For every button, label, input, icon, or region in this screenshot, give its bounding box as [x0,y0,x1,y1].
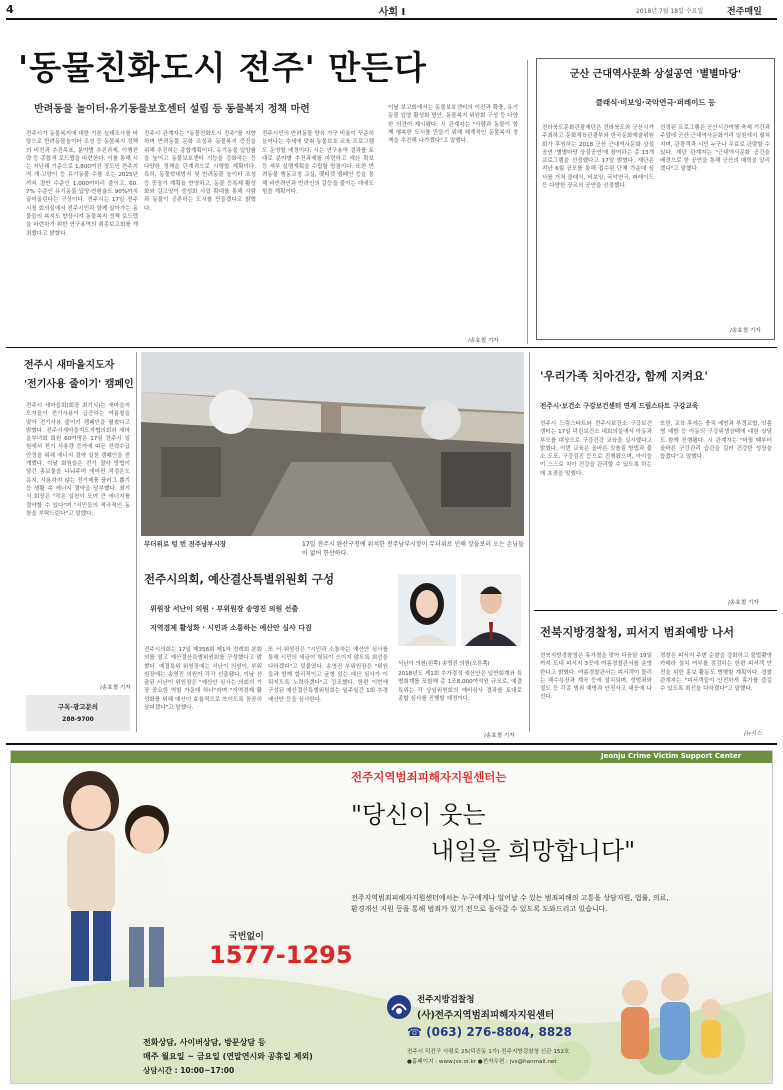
dental-subhead: 전주시·보건소 구강보건센터 연계 드림스타트 구강교육 [540,402,699,410]
left-headline-1: 전주시 새마을지도자 [24,360,115,371]
family-illustration [597,961,747,1071]
side-top-byline: /송효철 기자 [730,328,761,334]
council-subhead-2: 지역경제 활성화 · 시민과 소통하는 예산안 심사 다짐 [150,624,312,632]
side-top-headline: 군산 근대역사문화 상설공연 '별별마당' [569,69,742,80]
ad-hours: 매주 월요일 ~ 금요일 (연말연시와 공휴일 제외) [143,1052,313,1061]
photo-caption-long: 17일 전주시 완산구청에 위치한 전주남부시장이 무더위로 인해 장을보러 오는 손님들이 없어 한산하다. [302,541,524,557]
side-top-body-col2: 선정된 프로그램은 군산시간여행 축제 기간과 주말에 군산 근대역사문화거리 일원에서 펼쳐지며, 관광객과 시민 누구나 무료로 관람할 수 있다. 재단 관계자는 "근대역사문화 공간을 배경으로 한 공연을 통해 군산의 매력을 알리겠다"고 말했다. [660,125,770,173]
market-photo [141,352,524,536]
lead-separator [527,60,528,344]
ad-children-photo [29,761,199,1021]
lead-headline: '동물친화도시 전주' 만든다 [18,48,427,87]
paper-name: 전주매일 [727,7,762,17]
subscription-phone: 288-9700 [62,716,94,723]
police-headline: 전북지방경찰청, 피서지 범죄예방 나서 [540,625,735,639]
ad-center-name: 전주지역범죄피해자지원센터는 [351,770,507,784]
ad-phone[interactable]: ☎ (063) 276-8804, 8828 [407,1025,572,1039]
ad-web[interactable]: ●홈페이지 : www.jvs.or.kr ●전자우편 : jvs@hanmail.net [407,1059,557,1065]
council-subhead-1: 위원장 서난이 의원 · 부위원장 송영진 의원 선출 [150,605,299,613]
ad-logo-icon [387,995,411,1019]
lead-body-col1: 전주시가 동물복지에 대한 기본 실태조사를 바탕으로 반려동물놀이터 조성 등 동물복지 정책의 비전과 추진목표, 분야별 추진과제, 이행전략 등 종합적 로드맵을 마련한다. 이를 통해 시는 지난해 기준으로 1,800여건 정도인 전주지역 개·고양이 등 유기동물 수를 오는 2025년까지 절반 수준인 1,000여마리 줄이고, 60.7% 수준인 유기동물 입양·반환율도 90%까지 끌어올린다는 구상이다. 전주시는 17일 전주시청 회의실에서 전주시민과 함께 살아가는 동물들의 복지도 향상시켜 동물복지 정책 로드맵을 마련하기 위한 연구용역의 최종보고회를 개최했다고 밝혔다. [26,131,138,237]
ad-slogan-line2: 내일을 희망합니다" [431,837,636,865]
council-portrait-right [461,574,521,646]
council-byline: /송효철 기자 [484,733,515,739]
dental-headline: '우리가족 치아건강, 함께 지켜요' [540,369,708,383]
ad-english-title: Jeonju Crime Victim Support Center [601,752,742,760]
ad-free-call-label: 국번없이 [229,932,264,942]
police-body-col1: 전북지방경찰청은 휴가철을 맞아 다음달 19일까지 도내 피서지 3곳에 여름경찰관서를 운영한다고 밝혔다. 여름경찰관서는 피서객이 몰리는 해수욕장과 계곡 등에 설치되며, 성범죄와 절도 등 각종 범죄 예방과 안전사고 대응에 나선다. [540,653,652,701]
lead-body-col4: 이날 보고회에서는 동물보호센터의 이전과 확충, 유기동물 입양 활성화 방안, 동물복지 위원회 구성 등 다양한 의견이 제시됐다. 시 관계자는 "사람과 동물이 함께 행복한 도시를 만들기 위해 체계적인 동물복지 정책을 추진해 나가겠다"고 말했다. [388,105,518,145]
issue-date: 2018년 7월 18일 수요일 [636,8,704,15]
woman-portrait-illustration [398,574,456,646]
lead-body-col2: 전주시 관계자는 "동물친화도시 전주"를 지향하며 반려동물 문화 조성과 동물복지 증진을 위해 추진하는 종합계획이다. 유기동물 입양률을 높이고 동물보호센터 기능을 강화하는 등 다양한 정책을 단계적으로 시행할 계획이다. 특히, 동물학대방지 및 반려동물 놀이터 조성 등 중장기 계획을 반영하고, 동물 등록제 활성화와 길고양이 중성화 사업 확대를 통해 사람과 동물이 공존하는 도시를 만들겠다고 밝혔다. [144,131,256,212]
masthead-rule [6,18,777,20]
lead-body-col3: 전주시민의 반려동물 양육 가구 비율이 꾸준히 늘어나는 추세에 맞춰 동물보호 교육 프로그램도 운영할 예정이다. 시는 연구용역 결과를 토대로 분야별 추진과제를 마련하고 예산 확보 등 세부 실행계획을 수립할 방침이다. 또한 반려동물 행동교정 교실, 펫티켓 캠페인 등을 통해 비반려인과 반려인의 갈등을 줄이는 데에도 힘쓸 계획이다. [262,131,374,196]
side-top-body-col1: 전라북도문화관광재단은 전라북도와 군산시가 주최하고 문화체육관광부와 한국문화예술위원회가 후원하는 2018 군산 근대역사문화 상설공연 '별별마당 상설공연'에 참여하는 총 13개 프로그램을 선정했다고 17일 밝혔다. 재단은 지난 6월 공모를 통해 접수된 단체 가운데 심사를 거쳐 클래식, 비보잉, 국악연극, 퍼레이드 등 다양한 장르의 공연을 선정했다. [542,125,654,190]
left-body: 전주시 새마을회(회장 최기식)는 새마을지도자들이 전기사용이 급증하는 여름철을 맞아 전기사용 줄이기 캠페인을 펼쳤다고 밝혔다. 전주시새마을지도자협의회와 새마을부녀회 회원 60여명은 17일 전주시 일원에서 전기 사용량 증가에 따른 전력수급 안정을 위해 에너지 절약 실천 캠페인을 전개했다. 이날 회원들은 전기 절약 방법이 담긴 홍보물을 나눠주며 에어컨 적정온도 유지, 사용하지 않는 전기제품 플러그 뽑기 등 생활 속 에너지 절약을 당부했다. 최기식 회장은 "작은 실천이 모여 큰 에너지를 절약할 수 있다"며 "시민들의 적극적인 동참을 부탁드린다"고 말했다. [26,403,130,517]
dental-body-col1: 전주시 드림스타트와 전주시보건소 구강보건센터는 17일 덕진보건소 대회의실에서 아동과 부모를 대상으로 구강건강 교육을 실시했다고 밝혔다. 이번 교육은 올바른 칫솔질 방법과 불소 도포, 구강검진 등으로 진행됐으며, 아이들이 스스로 치아 건강을 관리할 수 있도록 하는 데 초점을 맞췄다. [540,421,652,477]
ad-family-illustration [597,961,747,1071]
mid-separator [529,352,530,732]
ad-top-rule [6,743,777,745]
photo-caption-short: 무더위로 텅 빈 전주남부시장 [144,540,227,548]
section-rule-1 [6,347,777,348]
council-headline: 전주시의회, 예산결산특별위원회 구성 [144,572,335,586]
council-body-col3: 2018년도 제1회 추가경정 예산안은 일반회계와 특별회계를 포함해 총 1조8,000여억원 규모로, 예결특위는 각 상임위원회의 예비심사 결과를 토대로 종합 심사를 진행할 예정이다. [398,671,522,702]
ad-hours-time: 상담시간 : 10:00~17:00 [143,1066,235,1075]
left-headline-2: '전기사용 줄이기' 캠페인 [24,379,134,390]
police-body-col2: 경찰은 피서지 주변 순찰을 강화하고 불법촬영 카메라 설치 여부를 점검하는 한편 피서객 안전을 위한 홍보 활동도 병행할 계획이다. 경찰 관계자는 "피서객들이 안전하게 휴가를 즐길 수 있도록 최선을 다하겠다"고 말했다. [660,653,772,693]
prosecution-logo-mark [387,995,411,1019]
man-portrait-illustration [461,574,521,646]
council-portrait-left [398,574,456,646]
council-body-col2: 또 서 위원장은 "시민과 소통하는 예산안 심사를 통해 시민의 세금이 헛되이 쓰이지 않도록 최선을 다하겠다"고 덧붙였다. 송영진 부위원장은 "위원들과 함께 합리적이고 균형 있는 예산 심사가 이뤄지도록 노력하겠다"고 강조했다. 한편 이번에 구성된 예산결산특별위원회는 일주일간 1회 추경 예산안 등을 심사한다. [268,647,388,703]
children-illustration [29,761,199,1021]
left-byline: /송효철 기자 [100,685,131,691]
ad-address: 전주시 덕진구 사평로 25(덕진동 1가) 전주지방검찰청 신관 152호 [407,1049,570,1055]
dental-byline: /송효철 기자 [728,600,759,606]
subscription-label: 구독·광고문의 [57,703,99,711]
dental-body-col2: 또한, 교육 후에는 충치 예방과 부정교합, 잇몸병 예방 등 아동의 구강위생상태에 대한 상담도 함께 진행됐다. 시 관계자는 "어릴 때부터 올바른 구강관리 습관을 길러 건강한 성장을 돕겠다"고 말했다. [660,421,772,461]
side-top-subhead: 클래식·비보잉·국악연극·퍼레이드 등 [595,98,716,107]
ad-description: 전주지역범죄피해자지원센터에서는 누구에게나 일어날 수 있는 범죄피해의 고통을 상담지원, 법률, 의료, 환경개선 지원 등을 통해 범죄가 있기 전으로 돌아갈 수 있도록 도와드리고 있습니다. [351,894,669,913]
right-rule [534,610,777,611]
council-body-col1: 전주시의회는 17일 제356회 제1차 정례회 본회의를 열고 예산결산특별위원회를 구성했다고 밝혔다. 예결특위 위원장에는 서난이 의원이, 부위원장에는 송영진 의원이 각각 선출됐다. 이날 선출된 서난이 위원장은 "예산안 심사는 의회의 가장 중요한 역할 가운데 하나"라며 "지역경제 활성화를 위해 예산이 효율적으로 쓰이도록 꼼꼼히 살피겠다"고 말했다. [144,647,262,712]
page-number: 4 [6,3,14,16]
left-separator [136,352,137,732]
ad-org-line2: (사)전주지역범죄피해자지원센터 [417,1010,555,1021]
council-portrait-caption: 서난이 의원(왼쪽) 송영진 의원(오른쪽) [398,661,490,667]
subscription-box [26,695,130,731]
police-byline: /뉴시스 [744,731,763,737]
lead-subhead: 반려동물 놀이터·유기동물보호센터 설립 등 동물복지 정책 마련 [34,104,310,115]
ad-org-line1: 전주지방검찰청 [417,995,475,1005]
ad-slogan-line1: "당신이 웃는 [351,801,486,829]
lead-byline: /송효철 기자 [468,338,499,344]
ad-panel [10,750,773,1084]
ad-hotline[interactable]: 1577-1295 [209,941,353,969]
market-photo-illustration [141,352,524,536]
section-name: 사회 I [378,7,406,18]
ad-services: 전화상담, 사이버상담, 방문상담 등 [143,1038,266,1047]
